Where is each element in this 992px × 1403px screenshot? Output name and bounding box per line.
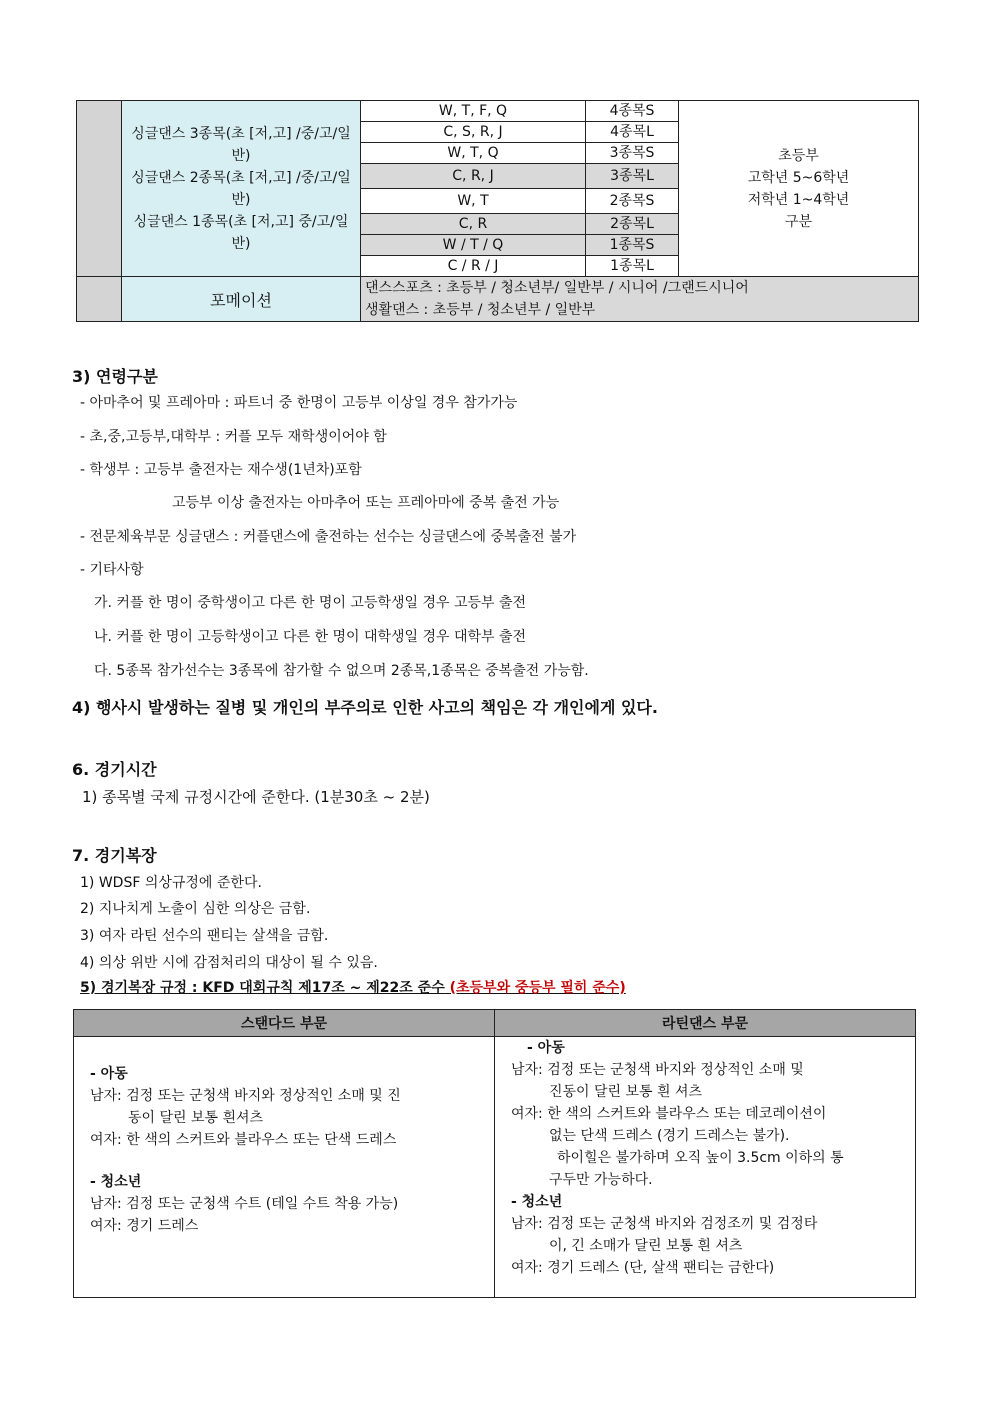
latin-child-female-cont: 구두만 가능하다. <box>549 1172 653 1188</box>
latin-child-female-cont: 없는 단색 드레스 (경기 드레스는 불가). <box>549 1128 790 1144</box>
dress-table-header <box>74 1010 916 1037</box>
age-line: - 전문체육부문 싱글댄스 : 커플댄스에 출전하는 선수는 싱글댄스에 중복출전 불가 <box>80 529 577 545</box>
event-code: 2종목S <box>586 189 679 214</box>
event-code: 3종목L <box>586 164 679 189</box>
latin-cell <box>495 1037 916 1298</box>
dress-rule <box>80 977 626 997</box>
dress-table <box>73 1009 916 1298</box>
dress-rule-text: 5) 경기복장 규정 : KFD 대회규칙 제17조 ~ 제22조 준수 <box>80 980 445 996</box>
standard-youth-female: 여자: 경기 드레스 <box>90 1218 199 1234</box>
latin-child-title: - 아동 <box>527 1040 565 1056</box>
age-line: - 기타사항 <box>80 562 144 578</box>
liability-note: 4) 행사시 발생하는 질병 및 개인의 부주의로 인한 사고의 책임은 각 개인에게 있다. <box>72 698 658 717</box>
formation-line: 생활댄스 : 초등부 / 청소년부 / 일반부 <box>365 302 596 318</box>
single-label: 싱글댄스 3종목(초 [저,고] /중/고/일반) <box>131 125 351 164</box>
events-table <box>76 100 919 322</box>
standard-child-male: 남자: 검정 또는 군청색 바지와 정상적인 소매 및 진 <box>90 1088 401 1104</box>
standard-child-male-cont: 동이 달린 보통 흰셔츠 <box>128 1110 264 1126</box>
formation-row <box>77 277 919 322</box>
standard-youth-male: 남자: 검정 또는 군청색 수트 (테일 수트 착용 가능) <box>90 1196 399 1212</box>
standard-youth-title: - 청소년 <box>90 1174 142 1190</box>
event-code: 3종목S <box>586 143 679 164</box>
event-code: 4종목S <box>586 101 679 122</box>
age-heading: 3) 연령구분 <box>72 367 158 386</box>
event-dances: C, R <box>361 214 586 235</box>
standard-child-title: - 아동 <box>90 1066 128 1082</box>
event-row <box>77 101 919 122</box>
latin-child-female-cont: 하이힐은 불가하며 오직 높이 3.5cm 이하의 통 <box>557 1150 844 1166</box>
event-dances: W, T <box>361 189 586 214</box>
age-line: - 초,중,고등부,대학부 : 커플 모두 재학생이어야 함 <box>80 429 387 445</box>
latin-youth-female: 여자: 경기 드레스 (단, 살색 팬티는 금한다) <box>511 1260 775 1276</box>
standard-header: 스탠다드 부문 <box>74 1010 495 1037</box>
blank-cell <box>77 101 122 277</box>
event-dances: W / T / Q <box>361 235 586 256</box>
note-line: 구분 <box>784 213 813 230</box>
age-line: 고등부 이상 출전자는 아마추어 또는 프레아마에 중복 출전 가능 <box>172 495 560 511</box>
standard-child-female: 여자: 한 색의 스커트와 블라우스 또는 단색 드레스 <box>90 1132 397 1148</box>
dress-table-row <box>74 1037 916 1298</box>
dress-rule-emphasis: (초등부와 중등부 필히 준수) <box>449 980 626 996</box>
note-line: 초등부 <box>778 147 819 164</box>
latin-child-female: 여자: 한 색의 스커트와 블라우스 또는 데코레이션이 <box>511 1106 827 1122</box>
age-line: 나. 커플 한 명이 고등학생이고 다른 한 명이 대학생일 경우 대학부 출전 <box>94 629 527 645</box>
event-dances: W, T, Q <box>361 143 586 164</box>
event-code: 2종목L <box>586 214 679 235</box>
event-dances: C / R / J <box>361 256 586 277</box>
age-line: - 학생부 : 고등부 출전자는 재수생(1년차)포함 <box>80 462 362 478</box>
standard-cell <box>74 1037 495 1298</box>
single-label: 싱글댄스 2종목(초 [저,고] /중/고/일반) <box>131 169 351 208</box>
event-code: 1종목S <box>586 235 679 256</box>
event-code: 1종목L <box>586 256 679 277</box>
single-dance-cell <box>122 101 361 277</box>
formation-line: 댄스스포츠 : 초등부 / 청소년부/ 일반부 / 시니어 /그랜드시니어 <box>365 280 749 296</box>
latin-youth-male: 남자: 검정 또는 군청색 바지와 검정조끼 및 검정타 <box>511 1216 818 1232</box>
latin-header: 라틴댄스 부문 <box>495 1010 916 1037</box>
event-code: 4종목L <box>586 122 679 143</box>
formation-divisions <box>361 277 919 322</box>
note-line: 고학년 5~6학년 <box>747 169 850 186</box>
dress-line: 3) 여자 라틴 선수의 팬티는 살색을 금함. <box>80 928 329 944</box>
latin-child-male: 남자: 검정 또는 군청색 바지와 정상적인 소매 및 <box>511 1062 804 1078</box>
dress-heading: 7. 경기복장 <box>72 846 157 865</box>
note-line: 저학년 1~4학년 <box>747 191 850 208</box>
time-heading: 6. 경기시간 <box>72 760 157 779</box>
time-line: 1) 종목별 국제 규정시간에 준한다. (1분30초 ~ 2분) <box>82 788 430 806</box>
blank-cell <box>77 277 122 322</box>
age-line: 가. 커플 한 명이 중학생이고 다른 한 명이 고등학생일 경우 고등부 출전 <box>94 595 527 611</box>
latin-youth-male-cont: 이, 긴 소매가 달린 보통 흰 셔츠 <box>549 1238 743 1254</box>
single-label: 싱글댄스 1종목(초 [저,고] 중/고/일반) <box>133 213 349 252</box>
event-dances: C, S, R, J <box>361 122 586 143</box>
event-dances: W, T, F, Q <box>361 101 586 122</box>
latin-child-male-cont: 진동이 달린 보통 흰 셔츠 <box>549 1084 703 1100</box>
division-note <box>679 101 919 277</box>
age-line: - 아마추어 및 프레아마 : 파트너 중 한명이 고등부 이상일 경우 참가가능 <box>80 395 518 411</box>
dress-line: 2) 지나치게 노출이 심한 의상은 금함. <box>80 901 311 917</box>
age-line: 다. 5종목 참가선수는 3종목에 참가할 수 없으며 2종목,1종목은 중복출전 가능함. <box>94 663 589 679</box>
event-dances: C, R, J <box>361 164 586 189</box>
formation-label: 포메이션 <box>122 277 361 322</box>
latin-youth-title: - 청소년 <box>511 1194 563 1210</box>
dress-line: 1) WDSF 의상규정에 준한다. <box>80 875 262 891</box>
dress-line: 4) 의상 위반 시에 감점처리의 대상이 될 수 있음. <box>80 955 378 971</box>
